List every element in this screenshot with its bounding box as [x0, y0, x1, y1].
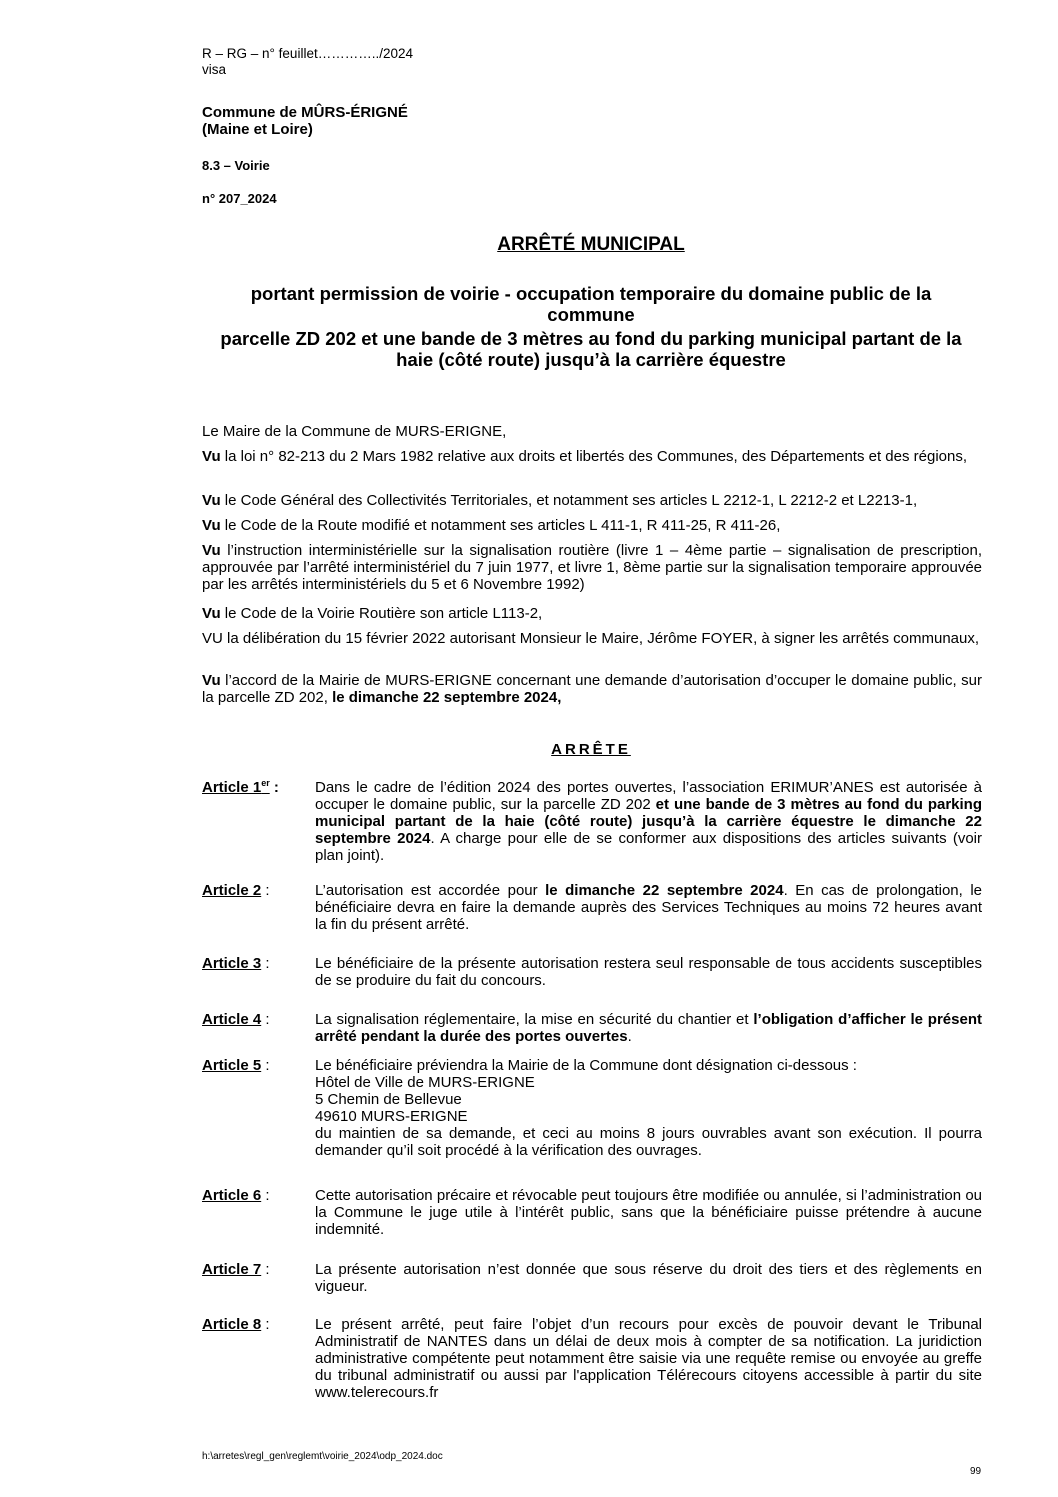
article-2-label: Article 2 : — [202, 882, 270, 899]
commune-name: Commune de MÛRS-ÉRIGNÉ — [202, 104, 408, 121]
vu-keyword: Vu — [202, 542, 221, 559]
vu-keyword: Vu — [202, 605, 221, 622]
vu-text: l’instruction interministérielle sur la signalisation routière (livre 1 – 4ème partie – signalisation de prescription, approuvée par l’arrêté interministériel du 7 juin 1977, et livre 1, 8ème partie sur la signalisation temporaire approuvée par les arrêtés interministériels du 5 et 6 Novembre 1992) — [202, 542, 982, 593]
vu-keyword: Vu — [202, 492, 221, 509]
article-1-label: Article 1er : — [202, 778, 279, 796]
article-label-text: Article 1er — [202, 778, 270, 796]
vu-text: le Code de la Voirie Routière son article L113-2, — [220, 605, 543, 622]
article-8-label: Article 8 : — [202, 1316, 270, 1333]
arrete-heading-wrap — [200, 741, 982, 759]
department-name: (Maine et Loire) — [202, 121, 313, 138]
subtitle-line-1: portant permission de voirie - occupation temporaire du domaine public de la commune — [250, 283, 932, 325]
article-5-text: Le bénéficiaire préviendra la Mairie de la Commune dont désignation ci-dessous : Hôtel de Ville de MURS-ERIGNE 5 Chemin de Bellevue 49610 MURS-ERIGNE du maintien de sa demande, et ceci au moins 8 jours ouvrables avant son exécution. Il pourra demander qu’il soit procédé à la vérification des ouvrages. — [315, 1057, 982, 1159]
article-3-text: Le bénéficiaire de la présente autorisation restera seul responsable de tous accidents susceptibles de se produire du fait du concours. — [315, 955, 982, 989]
vu-keyword: Vu — [202, 517, 221, 534]
visa-paragraph-5 — [202, 605, 982, 622]
page-number: 99 — [970, 1466, 982, 1477]
visa-paragraph-1 — [202, 448, 982, 465]
preamble-intro: Le Maire de la Commune de MURS-ERIGNE, — [202, 423, 507, 440]
article-7-label: Article 7 : — [202, 1261, 270, 1278]
article-2-text: L’autorisation est accordée pour le dimanche 22 septembre 2024. En cas de prolongation, le bénéficiaire devra en faire la demande auprès des Services Techniques au moins 72 heures avant la fin du présent arrêté. — [315, 882, 982, 933]
visa-paragraph-3 — [202, 517, 982, 534]
article-5-label: Article 5 : — [202, 1057, 270, 1074]
footer-file-path: h:\arretes\regl_gen\reglemt\voirie_2024\odp_2024.doc — [202, 1451, 443, 1462]
page-title: ARRÊTÉ MUNICIPAL — [497, 234, 685, 255]
category-label: 8.3 – Voirie — [202, 158, 270, 173]
article-6-label: Article 6 : — [202, 1187, 270, 1204]
document-number: n° 207_2024 — [202, 191, 277, 206]
vu-keyword: Vu — [202, 448, 221, 465]
article-4-text: La signalisation réglementaire, la mise en sécurité du chantier et l’obligation d’afficher le présent arrêté pendant la durée des portes ouvertes. — [315, 1011, 982, 1045]
article-6-text: Cette autorisation précaire et révocable peut toujours être modifiée ou annulée, si l’administration ou la Commune le juge utile à l’intérêt public, sans que la bénéficiaire puisse prétendre à aucune indemnité. — [315, 1187, 982, 1238]
visa-paragraph-4 — [202, 542, 982, 593]
vu-keyword: Vu — [202, 672, 221, 689]
vu-text: le Code de la Route modifié et notamment ses articles L 411-1, R 411-25, R 411-26, — [220, 517, 781, 534]
article-3-label: Article 3 : — [202, 955, 270, 972]
visa-paragraph-7 — [202, 672, 982, 706]
vu-date-bold: le dimanche 22 septembre 2024, — [332, 689, 562, 706]
article-1-text: Dans le cadre de l’édition 2024 des portes ouvertes, l’association ERIMUR’ANES est autorisée à occuper le domaine public, sur la parcelle ZD 202 et une bande de 3 mètres au fond du parking municipal partant de la haie (côté route) jusqu’à la carrière équestre le dimanche 22 septembre 2024. A charge pour elle de se conformer aux dispositions des articles suivants (voir plan joint). — [315, 779, 983, 864]
reference-line: R – RG – n° feuillet…………../2024 — [202, 46, 413, 61]
article-4-label: Article 4 : — [202, 1011, 270, 1028]
subtitle-line-2: parcelle ZD 202 et une bande de 3 mètres au fond du parking municipal partant de la haie (côté route) jusqu’à la carrière équestre — [220, 328, 962, 370]
visa-label: visa — [202, 62, 227, 77]
article-8-text: Le présent arrêté, peut faire l’objet d’un recours pour excès de pouvoir devant le Tribunal Administratif de NANTES dans un délai de deux mois à compter de sa notification. La juridiction administrative compétente peut notamment être saisie via une requête remise ou envoyée au greffe du tribunal administratif ou aussi par l'application Télérecours citoyens accessible à partir du site www.telerecours.fr — [315, 1316, 982, 1401]
visa-paragraph-2 — [202, 492, 982, 509]
vu-text: l’accord de la Mairie de MURS-ERIGNE concernant une demande d’autorisation d’occuper le domaine public, sur la parcelle ZD 202, — [202, 672, 982, 706]
vu-text: le Code Général des Collectivités Territoriales, et notamment ses articles L 2212-1, L 2212-2 et L2213-1, — [220, 492, 918, 509]
article-7-text: La présente autorisation n’est donnée que sous réserve du droit des tiers et des règlements en vigueur. — [315, 1261, 982, 1295]
visa-paragraph-6: VU la délibération du 15 février 2022 autorisant Monsieur le Maire, Jérôme FOYER, à signer les arrêtés communaux, — [202, 630, 980, 647]
arrete-heading: ARRÊTE — [551, 741, 631, 758]
vu-text: la loi n° 82-213 du 2 Mars 1982 relative aux droits et libertés des Communes, des Départements et des régions, — [220, 448, 968, 465]
